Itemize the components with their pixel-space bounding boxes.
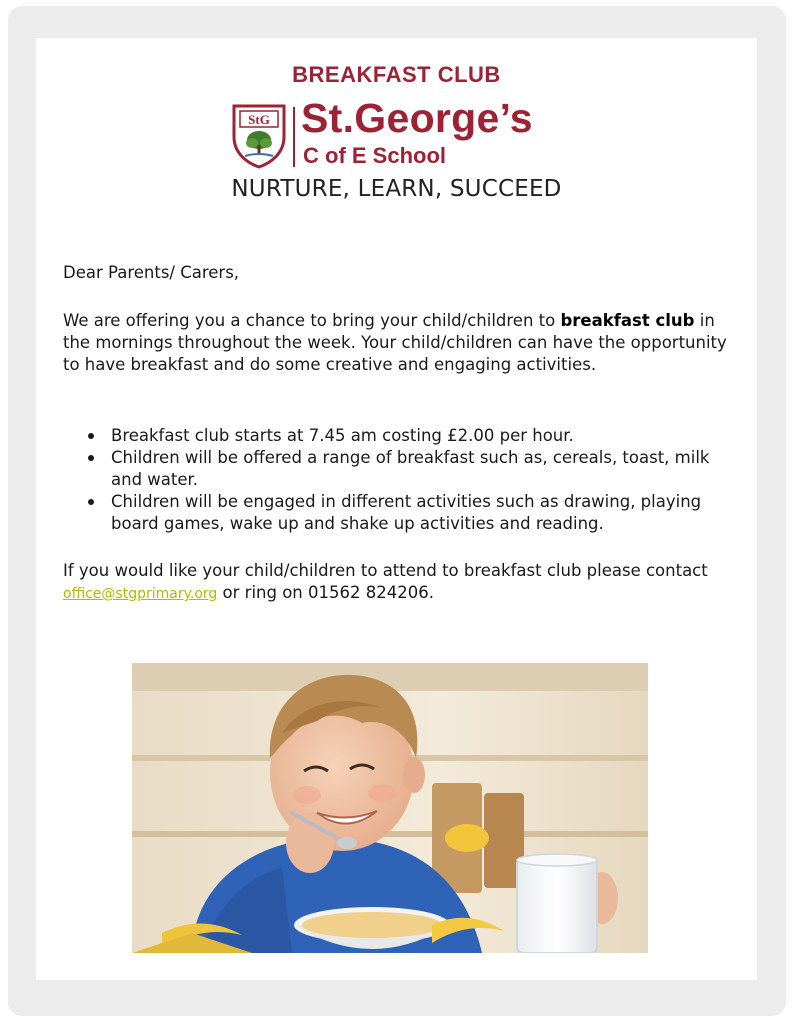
intro-text-start: We are offering you a chance to bring your child/children to [63,311,561,330]
letter-intro [63,310,733,376]
page-title: BREAKFAST CLUB [292,62,501,87]
list-item: Children will be offered a range of breakfast such as, cereals, toast, milk and water. [88,447,738,491]
school-crest-icon [231,103,287,169]
details-list [88,425,738,535]
photo-illustration [132,663,648,953]
contact-text-start: If you would like your child/children to attend to breakfast club please contact [63,561,708,580]
logo-divider [293,107,295,167]
svg-text:StG [248,112,270,127]
list-item: Children will be engaged in different activities such as drawing, playing board games, wake up and shake up activities and reading. [88,491,738,535]
crest-letters: StG [248,112,270,127]
contact-paragraph [63,560,733,605]
email-link[interactable]: office@stgprimary.org [63,586,218,602]
boy-eating-cereal-photo [132,663,648,953]
school-motto: NURTURE, LEARN, SUCCEED [231,176,562,202]
intro-text-end: in the mornings throughout the week. Your child/children can have the opportunity to have breakfast and do some creative and engaging activities. [63,311,727,374]
list-item: Breakfast club starts at 7.45 am costing £2.00 per hour. [88,425,738,447]
contact-text-end: or ring on 01562 824206. [217,583,434,602]
school-subtitle: C of E School [303,143,446,168]
letter-greeting: Dear Parents/ Carers, [63,263,240,282]
intro-bold-text: breakfast club [560,311,695,330]
school-name: St.George’s [301,95,533,141]
